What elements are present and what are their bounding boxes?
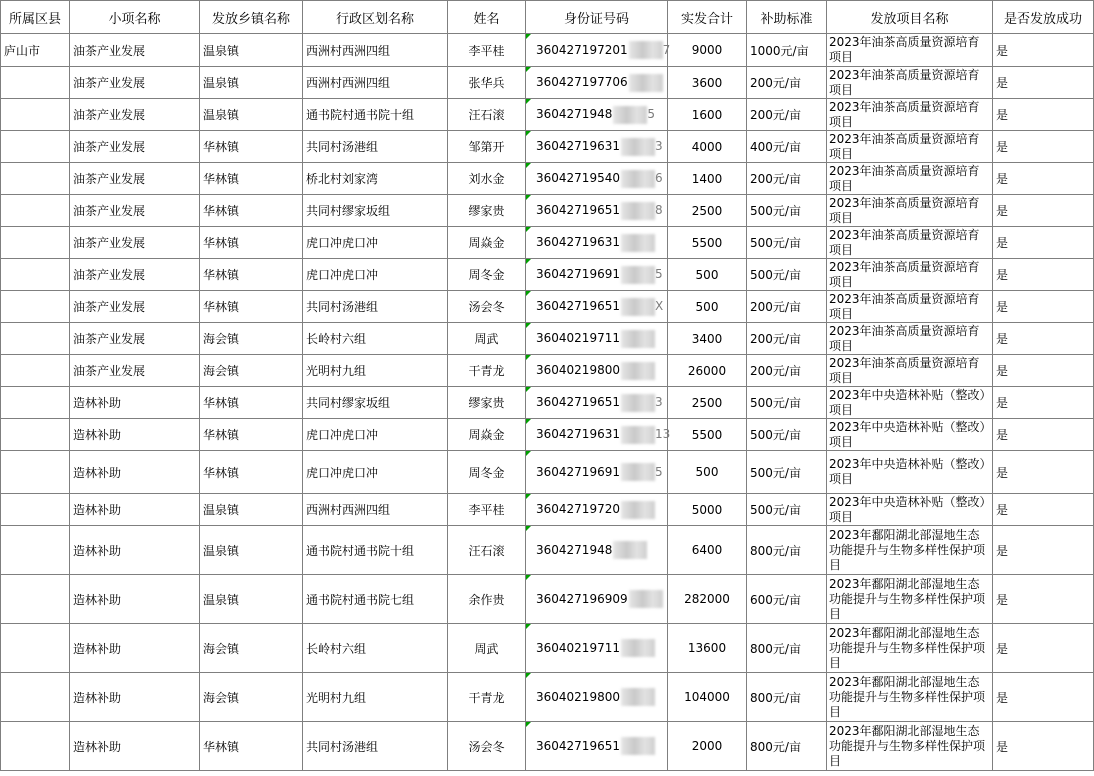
header-amount[interactable]: 实发合计 bbox=[668, 1, 747, 34]
cell-town[interactable]: 华林镇 bbox=[200, 163, 303, 195]
cell-success[interactable]: 是 bbox=[993, 624, 1094, 673]
cell-amount[interactable]: 2500 bbox=[668, 195, 747, 227]
cell-amount[interactable]: 282000 bbox=[668, 575, 747, 624]
cell-county[interactable] bbox=[1, 722, 70, 771]
cell-name[interactable]: 刘水金 bbox=[448, 163, 526, 195]
cell-county[interactable] bbox=[1, 67, 70, 99]
cell-id-number[interactable] bbox=[526, 494, 668, 526]
cell-village[interactable]: 通书院村通书院十组 bbox=[303, 99, 448, 131]
id-number-tail: 6 bbox=[654, 171, 663, 185]
cell-town[interactable]: 温泉镇 bbox=[200, 526, 303, 575]
cell-county[interactable] bbox=[1, 494, 70, 526]
cell-town[interactable]: 海会镇 bbox=[200, 355, 303, 387]
redaction-blur bbox=[621, 639, 655, 657]
cell-county[interactable]: 庐山市 bbox=[1, 34, 70, 67]
table-row bbox=[1, 99, 1094, 131]
cell-amount[interactable]: 26000 bbox=[668, 355, 747, 387]
cell-id-number[interactable] bbox=[526, 195, 668, 227]
cell-id-number[interactable] bbox=[526, 526, 668, 575]
cell-amount[interactable]: 5500 bbox=[668, 227, 747, 259]
cell-name[interactable]: 汪石滚 bbox=[448, 99, 526, 131]
cell-project[interactable]: 2023年油茶高质量资源培育项目 bbox=[827, 67, 993, 99]
cell-project[interactable]: 2023年鄱阳湖北部湿地生态功能提升与生物多样性保护项目 bbox=[827, 722, 993, 771]
cell-village[interactable]: 西洲村西洲四组 bbox=[303, 34, 448, 67]
cell-county[interactable] bbox=[1, 227, 70, 259]
id-number-tail: X bbox=[654, 299, 664, 313]
cell-project[interactable]: 2023年油茶高质量资源培育项目 bbox=[827, 163, 993, 195]
id-number-tail: 7 bbox=[662, 42, 671, 57]
cell-item[interactable]: 油茶产业发展 bbox=[70, 323, 200, 355]
cell-town[interactable]: 温泉镇 bbox=[200, 99, 303, 131]
cell-project[interactable]: 2023年油茶高质量资源培育项目 bbox=[827, 227, 993, 259]
header-project[interactable]: 发放项目名称 bbox=[827, 1, 993, 34]
cell-item[interactable]: 造林补助 bbox=[70, 624, 200, 673]
cell-village[interactable]: 西洲村西洲四组 bbox=[303, 494, 448, 526]
cell-county[interactable] bbox=[1, 355, 70, 387]
cell-amount[interactable]: 1600 bbox=[668, 99, 747, 131]
cell-county[interactable] bbox=[1, 291, 70, 323]
cell-id-number[interactable] bbox=[526, 722, 668, 771]
id-number-tail: 3 bbox=[654, 139, 663, 153]
redaction-blur bbox=[621, 202, 655, 220]
cell-name[interactable]: 干青龙 bbox=[448, 355, 526, 387]
table-row bbox=[1, 451, 1094, 494]
cell-amount[interactable]: 3400 bbox=[668, 323, 747, 355]
cell-name[interactable]: 余作贵 bbox=[448, 575, 526, 624]
id-number-visible: 36042719651 bbox=[536, 299, 620, 313]
cell-village[interactable]: 共同村汤港组 bbox=[303, 131, 448, 163]
id-number-visible: 36042719631 bbox=[536, 235, 620, 249]
cell-name[interactable]: 周焱金 bbox=[448, 419, 526, 451]
cell-standard[interactable]: 800元/亩 bbox=[747, 673, 827, 722]
cell-name[interactable]: 邹第开 bbox=[448, 131, 526, 163]
table-row bbox=[1, 291, 1094, 323]
redaction-blur bbox=[621, 426, 655, 444]
cell-county[interactable] bbox=[1, 387, 70, 419]
cell-id-number[interactable] bbox=[526, 673, 668, 722]
cell-town[interactable]: 海会镇 bbox=[200, 673, 303, 722]
id-number-visible: 36040219711 bbox=[536, 331, 620, 345]
cell-project[interactable]: 2023年油茶高质量资源培育项目 bbox=[827, 355, 993, 387]
cell-name[interactable]: 张华兵 bbox=[448, 67, 526, 99]
cell-standard[interactable]: 800元/亩 bbox=[747, 624, 827, 673]
cell-town[interactable]: 华林镇 bbox=[200, 419, 303, 451]
cell-county[interactable] bbox=[1, 673, 70, 722]
redaction-blur bbox=[621, 170, 655, 188]
cell-amount[interactable]: 6400 bbox=[668, 526, 747, 575]
cell-town[interactable]: 温泉镇 bbox=[200, 494, 303, 526]
cell-amount[interactable]: 104000 bbox=[668, 673, 747, 722]
cell-id-number[interactable] bbox=[526, 419, 671, 451]
cell-name[interactable]: 周冬金 bbox=[448, 259, 526, 291]
redaction-blur bbox=[621, 330, 655, 348]
cell-town[interactable]: 华林镇 bbox=[200, 195, 303, 227]
redaction-blur bbox=[621, 362, 655, 380]
cell-success[interactable]: 是 bbox=[993, 494, 1094, 526]
id-number-visible: 3604271948 bbox=[536, 107, 613, 121]
id-number-visible: 360427196909 bbox=[536, 591, 628, 606]
table-row bbox=[1, 131, 1094, 163]
table-row bbox=[1, 575, 1094, 624]
redaction-blur bbox=[621, 501, 655, 519]
id-number-visible: 36042719651 bbox=[536, 203, 620, 217]
cell-town[interactable]: 海会镇 bbox=[200, 624, 303, 673]
cell-project[interactable]: 2023年油茶高质量资源培育项目 bbox=[827, 131, 993, 163]
table-row bbox=[1, 323, 1094, 355]
cell-id-number[interactable] bbox=[526, 34, 671, 67]
cell-item[interactable]: 造林补助 bbox=[70, 451, 200, 494]
id-number-visible: 360427197706 bbox=[536, 75, 628, 89]
header-success[interactable]: 是否发放成功 bbox=[993, 1, 1094, 34]
cell-item[interactable]: 造林补助 bbox=[70, 722, 200, 771]
cell-county[interactable] bbox=[1, 419, 70, 451]
header-id-number[interactable]: 身份证号码 bbox=[526, 1, 668, 34]
table-row bbox=[1, 67, 1094, 99]
redaction-blur bbox=[621, 737, 655, 755]
cell-amount[interactable]: 4000 bbox=[668, 131, 747, 163]
cell-success[interactable]: 是 bbox=[993, 163, 1094, 195]
table-row bbox=[1, 419, 1094, 451]
cell-success[interactable]: 是 bbox=[993, 451, 1094, 494]
header-village[interactable]: 行政区划名称 bbox=[303, 1, 448, 34]
cell-town[interactable]: 华林镇 bbox=[200, 131, 303, 163]
cell-name[interactable]: 干青龙 bbox=[448, 673, 526, 722]
cell-success[interactable]: 是 bbox=[993, 673, 1094, 722]
id-number-visible: 36042719691 bbox=[536, 464, 620, 479]
cell-town[interactable]: 华林镇 bbox=[200, 451, 303, 494]
cell-success[interactable]: 是 bbox=[993, 67, 1094, 99]
cell-success[interactable]: 是 bbox=[993, 355, 1094, 387]
table-row bbox=[1, 34, 1094, 67]
cell-standard[interactable]: 1000元/亩 bbox=[747, 34, 827, 67]
cell-amount[interactable]: 500 bbox=[668, 451, 747, 494]
cell-project[interactable]: 2023年中央造林补贴（整改）项目 bbox=[827, 494, 993, 526]
cell-item[interactable]: 油茶产业发展 bbox=[70, 355, 200, 387]
cell-item[interactable]: 造林补助 bbox=[70, 387, 200, 419]
cell-id-number[interactable] bbox=[526, 624, 668, 673]
cell-standard[interactable]: 500元/亩 bbox=[747, 259, 827, 291]
cell-county[interactable] bbox=[1, 195, 70, 227]
cell-item[interactable]: 油茶产业发展 bbox=[70, 259, 200, 291]
cell-success[interactable]: 是 bbox=[993, 323, 1094, 355]
id-number-visible: 36040219800 bbox=[536, 689, 620, 704]
cell-standard[interactable]: 600元/亩 bbox=[747, 575, 827, 624]
cell-amount[interactable]: 9000 bbox=[668, 34, 747, 67]
cell-item[interactable]: 造林补助 bbox=[70, 526, 200, 575]
table-row bbox=[1, 163, 1094, 195]
cell-name[interactable]: 缪家贵 bbox=[448, 195, 526, 227]
cell-id-number[interactable] bbox=[526, 131, 668, 163]
cell-project[interactable]: 2023年油茶高质量资源培育项目 bbox=[827, 99, 993, 131]
cell-item[interactable]: 造林补助 bbox=[70, 494, 200, 526]
id-number-visible: 36042719631 bbox=[536, 427, 620, 441]
cell-standard[interactable]: 200元/亩 bbox=[747, 67, 827, 99]
cell-project[interactable]: 2023年油茶高质量资源培育项目 bbox=[827, 34, 993, 67]
header-row bbox=[1, 1, 1094, 34]
cell-county[interactable] bbox=[1, 131, 70, 163]
cell-standard[interactable]: 400元/亩 bbox=[747, 131, 827, 163]
cell-project[interactable]: 2023年鄱阳湖北部湿地生态功能提升与生物多样性保护项目 bbox=[827, 673, 993, 722]
cell-village[interactable]: 虎口冲虎口冲 bbox=[303, 227, 448, 259]
table-row bbox=[1, 195, 1094, 227]
cell-county[interactable] bbox=[1, 575, 70, 624]
cell-standard[interactable]: 800元/亩 bbox=[747, 722, 827, 771]
cell-item[interactable]: 造林补助 bbox=[70, 419, 200, 451]
cell-success[interactable]: 是 bbox=[993, 387, 1094, 419]
cell-success[interactable]: 是 bbox=[993, 227, 1094, 259]
cell-id-number[interactable] bbox=[526, 291, 668, 323]
cell-town[interactable]: 海会镇 bbox=[200, 323, 303, 355]
cell-village[interactable]: 光明村九组 bbox=[303, 673, 448, 722]
cell-village[interactable]: 通书院村通书院十组 bbox=[303, 526, 448, 575]
cell-name[interactable]: 周武 bbox=[448, 624, 526, 673]
cell-item[interactable]: 油茶产业发展 bbox=[70, 291, 200, 323]
cell-project[interactable]: 2023年油茶高质量资源培育项目 bbox=[827, 195, 993, 227]
header-item[interactable]: 小项名称 bbox=[70, 1, 200, 34]
id-number-visible: 36042719631 bbox=[536, 139, 620, 153]
cell-village[interactable]: 虎口冲虎口冲 bbox=[303, 259, 448, 291]
cell-amount[interactable]: 2500 bbox=[668, 387, 747, 419]
redaction-blur bbox=[613, 541, 647, 559]
cell-success[interactable]: 是 bbox=[993, 195, 1094, 227]
table-row bbox=[1, 673, 1094, 722]
cell-village[interactable]: 共同村汤港组 bbox=[303, 722, 448, 771]
cell-standard[interactable]: 200元/亩 bbox=[747, 163, 827, 195]
cell-id-number[interactable] bbox=[526, 355, 668, 387]
id-number-tail: 8 bbox=[654, 203, 663, 217]
cell-standard[interactable]: 800元/亩 bbox=[747, 526, 827, 575]
cell-success[interactable]: 是 bbox=[993, 722, 1094, 771]
cell-id-number[interactable] bbox=[526, 387, 668, 419]
cell-town[interactable]: 华林镇 bbox=[200, 291, 303, 323]
cell-name[interactable]: 汤会冬 bbox=[448, 291, 526, 323]
id-number-tail: 5 bbox=[647, 107, 655, 121]
cell-amount[interactable]: 2000 bbox=[668, 722, 747, 771]
id-number-visible: 36042719720 bbox=[536, 502, 620, 516]
cell-amount[interactable]: 13600 bbox=[668, 624, 747, 673]
cell-standard[interactable]: 500元/亩 bbox=[747, 195, 827, 227]
table-row bbox=[1, 227, 1094, 259]
cell-standard[interactable]: 200元/亩 bbox=[747, 291, 827, 323]
cell-village[interactable]: 长岭村六组 bbox=[303, 323, 448, 355]
cell-id-number[interactable] bbox=[526, 99, 668, 131]
cell-standard[interactable]: 200元/亩 bbox=[747, 323, 827, 355]
cell-item[interactable]: 油茶产业发展 bbox=[70, 131, 200, 163]
cell-item[interactable]: 油茶产业发展 bbox=[70, 99, 200, 131]
cell-standard[interactable]: 500元/亩 bbox=[747, 387, 827, 419]
redaction-blur bbox=[629, 590, 663, 608]
cell-name[interactable]: 汤会冬 bbox=[448, 722, 526, 771]
cell-village[interactable]: 光明村九组 bbox=[303, 355, 448, 387]
cell-name[interactable]: 周武 bbox=[448, 323, 526, 355]
id-number-visible: 36042719651 bbox=[536, 395, 620, 409]
header-standard[interactable]: 补助标准 bbox=[747, 1, 827, 34]
id-number-visible: 360427197201 bbox=[536, 42, 628, 57]
table-row bbox=[1, 387, 1094, 419]
cell-town[interactable]: 华林镇 bbox=[200, 259, 303, 291]
cell-name[interactable]: 缪家贵 bbox=[448, 387, 526, 419]
cell-town[interactable]: 温泉镇 bbox=[200, 67, 303, 99]
cell-county[interactable] bbox=[1, 323, 70, 355]
cell-success[interactable]: 是 bbox=[993, 34, 1094, 67]
table-row bbox=[1, 355, 1094, 387]
cell-id-number[interactable] bbox=[526, 227, 668, 259]
cell-name[interactable]: 周冬金 bbox=[448, 451, 526, 494]
cell-town[interactable]: 华林镇 bbox=[200, 387, 303, 419]
cell-standard[interactable]: 500元/亩 bbox=[747, 227, 827, 259]
cell-success[interactable]: 是 bbox=[993, 131, 1094, 163]
cell-town[interactable]: 华林镇 bbox=[200, 227, 303, 259]
id-number-tail: 3 bbox=[654, 395, 663, 409]
cell-amount[interactable]: 500 bbox=[668, 259, 747, 291]
cell-success[interactable]: 是 bbox=[993, 575, 1094, 624]
cell-town[interactable]: 温泉镇 bbox=[200, 575, 303, 624]
table-row bbox=[1, 526, 1094, 575]
cell-county[interactable] bbox=[1, 259, 70, 291]
table-row bbox=[1, 624, 1094, 673]
cell-standard[interactable]: 500元/亩 bbox=[747, 494, 827, 526]
redaction-blur bbox=[629, 41, 663, 59]
cell-standard[interactable]: 500元/亩 bbox=[747, 419, 827, 451]
redaction-blur bbox=[621, 138, 655, 156]
cell-village[interactable]: 虎口冲虎口冲 bbox=[303, 451, 448, 494]
cell-success[interactable]: 是 bbox=[993, 99, 1094, 131]
cell-standard[interactable]: 200元/亩 bbox=[747, 99, 827, 131]
cell-id-number[interactable] bbox=[526, 259, 668, 291]
cell-name[interactable]: 汪石滚 bbox=[448, 526, 526, 575]
cell-item[interactable]: 造林补助 bbox=[70, 575, 200, 624]
cell-amount[interactable]: 3600 bbox=[668, 67, 747, 99]
cell-id-number[interactable] bbox=[526, 451, 668, 494]
cell-id-number[interactable] bbox=[526, 575, 668, 624]
cell-standard[interactable]: 500元/亩 bbox=[747, 451, 827, 494]
cell-county[interactable] bbox=[1, 99, 70, 131]
cell-item[interactable]: 油茶产业发展 bbox=[70, 67, 200, 99]
cell-county[interactable] bbox=[1, 526, 70, 575]
id-number-visible: 36040219800 bbox=[536, 363, 620, 377]
id-number-visible: 36042719691 bbox=[536, 267, 620, 281]
cell-id-number[interactable] bbox=[526, 67, 668, 99]
redaction-blur bbox=[621, 266, 655, 284]
redaction-blur bbox=[629, 74, 663, 92]
cell-project[interactable]: 2023年鄱阳湖北部湿地生态功能提升与生物多样性保护项目 bbox=[827, 624, 993, 673]
cell-county[interactable] bbox=[1, 163, 70, 195]
table-row bbox=[1, 722, 1094, 771]
header-county[interactable]: 所属区县 bbox=[1, 1, 70, 34]
cell-town[interactable]: 华林镇 bbox=[200, 722, 303, 771]
cell-item[interactable]: 油茶产业发展 bbox=[70, 163, 200, 195]
cell-standard[interactable]: 200元/亩 bbox=[747, 355, 827, 387]
cell-village[interactable]: 共同村汤港组 bbox=[303, 291, 448, 323]
cell-project[interactable]: 2023年鄱阳湖北部湿地生态功能提升与生物多样性保护项目 bbox=[827, 575, 993, 624]
id-number-visible: 36040219711 bbox=[536, 640, 620, 655]
cell-name[interactable]: 周焱金 bbox=[448, 227, 526, 259]
id-number-visible: 36042719651 bbox=[536, 738, 620, 753]
id-number-tail: 5 bbox=[654, 464, 663, 479]
cell-project[interactable]: 2023年油茶高质量资源培育项目 bbox=[827, 291, 993, 323]
redaction-blur bbox=[621, 394, 655, 412]
cell-project[interactable]: 2023年油茶高质量资源培育项目 bbox=[827, 259, 993, 291]
cell-project[interactable]: 2023年中央造林补贴（整改）项目 bbox=[827, 387, 993, 419]
id-number-visible: 3604271948 bbox=[536, 542, 613, 557]
cell-amount[interactable]: 500 bbox=[668, 291, 747, 323]
cell-name[interactable]: 李平桂 bbox=[448, 34, 526, 67]
header-town[interactable]: 发放乡镇名称 bbox=[200, 1, 303, 34]
cell-id-number[interactable] bbox=[526, 323, 668, 355]
cell-id-number[interactable] bbox=[526, 163, 668, 195]
cell-amount[interactable]: 1400 bbox=[668, 163, 747, 195]
table-row bbox=[1, 494, 1094, 526]
cell-project[interactable]: 2023年鄱阳湖北部湿地生态功能提升与生物多样性保护项目 bbox=[827, 526, 993, 575]
cell-amount[interactable]: 5500 bbox=[668, 419, 747, 451]
cell-item[interactable]: 油茶产业发展 bbox=[70, 227, 200, 259]
cell-item[interactable]: 油茶产业发展 bbox=[70, 34, 200, 67]
redaction-blur bbox=[621, 234, 655, 252]
cell-name[interactable]: 李平桂 bbox=[448, 494, 526, 526]
header-name[interactable]: 姓名 bbox=[448, 1, 526, 34]
id-number-tail: 5 bbox=[654, 267, 663, 281]
cell-village[interactable]: 桥北村刘家湾 bbox=[303, 163, 448, 195]
cell-town[interactable]: 温泉镇 bbox=[200, 34, 303, 67]
id-number-tail: 13 bbox=[654, 427, 671, 441]
cell-project[interactable]: 2023年中央造林补贴（整改）项目 bbox=[827, 419, 993, 451]
redaction-blur bbox=[613, 106, 647, 124]
redaction-blur bbox=[621, 463, 655, 481]
cell-success[interactable]: 是 bbox=[993, 259, 1094, 291]
cell-success[interactable]: 是 bbox=[993, 291, 1094, 323]
cell-village[interactable]: 共同村缪家坂组 bbox=[303, 387, 448, 419]
cell-success[interactable]: 是 bbox=[993, 526, 1094, 575]
id-number-visible: 36042719540 bbox=[536, 171, 620, 185]
cell-amount[interactable]: 5000 bbox=[668, 494, 747, 526]
cell-village[interactable]: 通书院村通书院七组 bbox=[303, 575, 448, 624]
cell-village[interactable]: 西洲村西洲四组 bbox=[303, 67, 448, 99]
redaction-blur bbox=[621, 298, 655, 316]
cell-success[interactable]: 是 bbox=[993, 419, 1094, 451]
cell-project[interactable]: 2023年油茶高质量资源培育项目 bbox=[827, 323, 993, 355]
redaction-blur bbox=[621, 688, 655, 706]
cell-project[interactable]: 2023年中央造林补贴（整改）项目 bbox=[827, 451, 993, 494]
cell-item[interactable]: 造林补助 bbox=[70, 673, 200, 722]
cell-village[interactable]: 虎口冲虎口冲 bbox=[303, 419, 448, 451]
cell-county[interactable] bbox=[1, 624, 70, 673]
table-row bbox=[1, 259, 1094, 291]
cell-village[interactable]: 共同村缪家坂组 bbox=[303, 195, 448, 227]
cell-village[interactable]: 长岭村六组 bbox=[303, 624, 448, 673]
cell-item[interactable]: 油茶产业发展 bbox=[70, 195, 200, 227]
cell-county[interactable] bbox=[1, 451, 70, 494]
